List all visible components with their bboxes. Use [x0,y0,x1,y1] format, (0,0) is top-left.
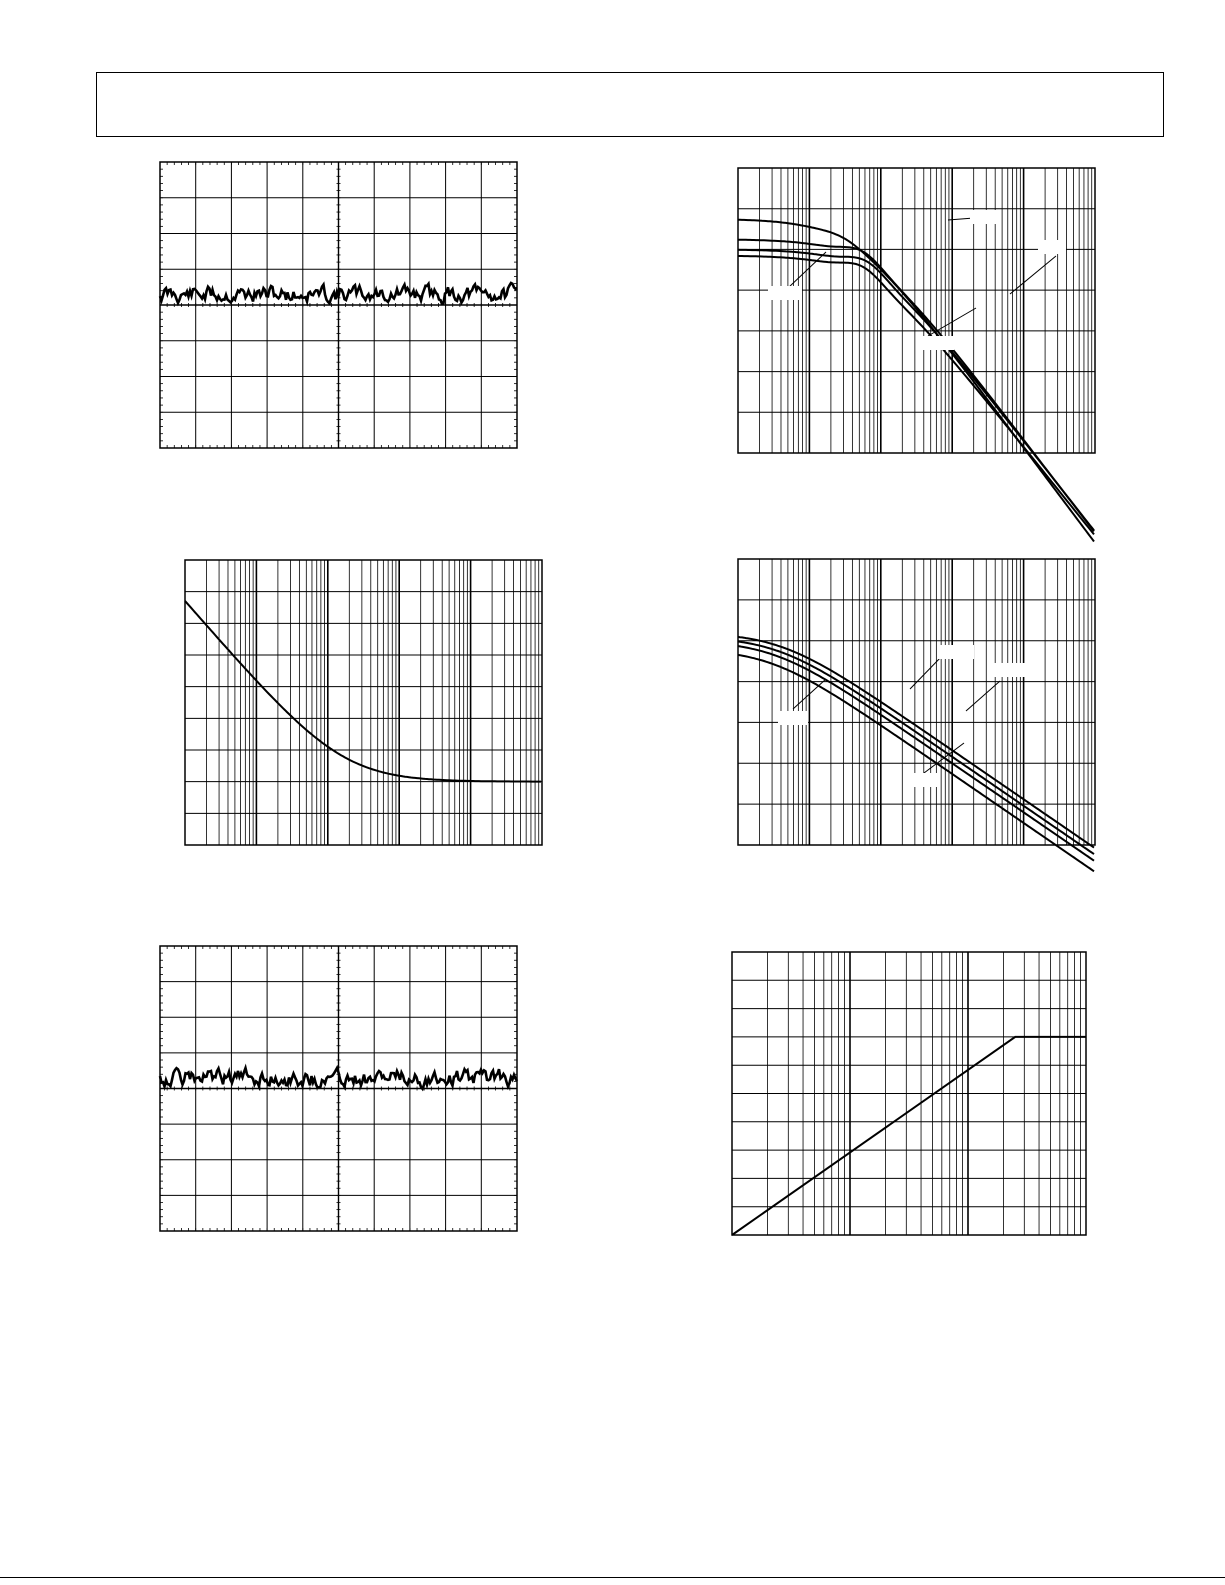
callout-label-box [768,286,802,300]
log-grid [732,952,1086,1235]
oscilloscope-plot-top [160,162,517,448]
curve-group [738,637,1094,871]
ramp-saturation-plot [732,952,1086,1235]
response-curve [738,642,1094,855]
callout-label-box [938,645,974,659]
decay-plot [185,560,542,845]
callout-label-box [914,773,940,787]
oscilloscope-plot-bottom [160,946,517,1231]
log-grid [185,560,542,845]
callout-label-box [920,336,954,350]
oscilloscope-grid [160,946,517,1231]
oscilloscope-grid [160,162,517,448]
response-curve [738,240,1094,532]
plot-frame [185,560,542,845]
rolloff-parallel-plot [738,559,1095,845]
log-grid [738,559,1095,845]
rolloff-multi-plot [738,168,1095,453]
response-curve [738,637,1094,848]
callout-label-box [1038,240,1066,254]
footer-rule [0,1577,1225,1578]
response-curve [738,646,1094,861]
callout-label-box [990,663,1026,677]
response-curve [738,220,1094,542]
plot-frame [738,559,1095,845]
decay-curve [185,601,541,782]
callout-group [768,210,1066,350]
callout-label-box [778,711,808,725]
page-header-box [96,72,1164,137]
callout-label-box [970,210,1000,224]
ramp-curve [732,1037,1086,1235]
curve-group [738,220,1094,542]
